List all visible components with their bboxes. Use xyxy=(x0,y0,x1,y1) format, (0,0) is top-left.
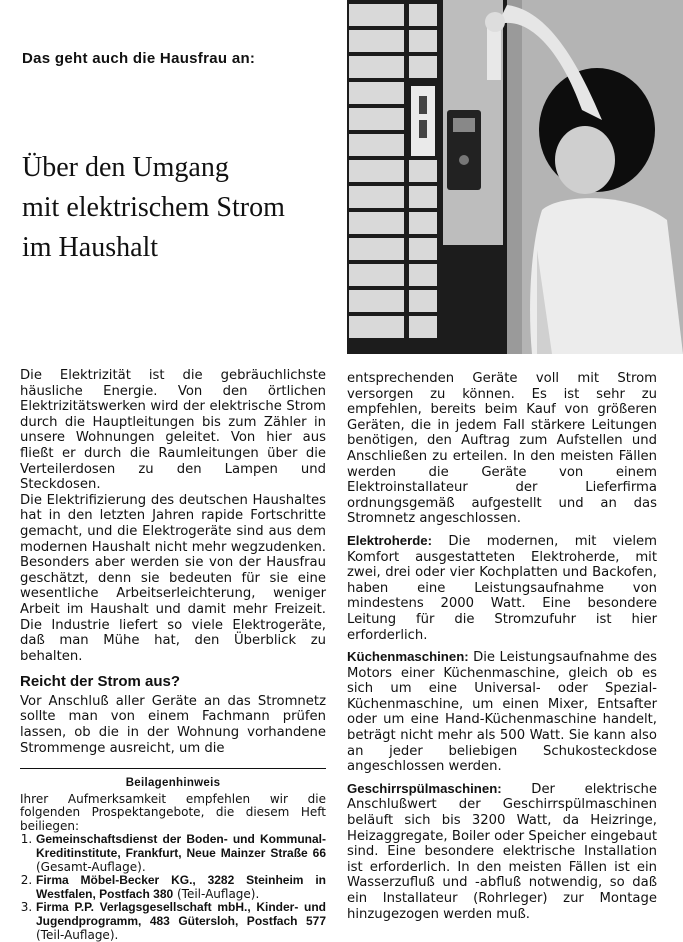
paragraph-continuation: entsprechenden Geräte voll mit Strom versorgen zu können. Es ist sehr zu empfehlen, bereits beim Kauf von größeren Geräten, die in jedem Fall stärkere Leitungen benötigen, den Auftrag zum Aufstellen und Anschließen zu erteilen. In den meisten Fällen werden die Geräte von einem Elektroinstallateur der Lieferfirma ordnungsgemäß aufgestellt und an das Stromnetz angeschlossen. xyxy=(347,371,657,527)
lead-electric-stoves: Elektroherde: xyxy=(347,532,433,548)
paragraph-electric-stoves xyxy=(347,533,657,643)
lead-kitchen-machines: Küchenmaschinen: xyxy=(347,649,469,665)
insert-notice-list xyxy=(20,833,326,942)
company-name: Gemeinschaftsdienst der Boden- und Kommunal-Kreditinstitute, Frankfurt, Neue Mainzer Straße 66 xyxy=(36,832,326,860)
photo-woman-at-fuse-box xyxy=(347,0,683,354)
insert-notice-title: Beilagenhinweis xyxy=(125,777,221,789)
paragraph-dishwashers xyxy=(347,781,657,922)
text-dishwashers: Der elektrische Anschlußwert der Geschirrspülmaschinen beläuft sich bis 3200 Watt, da Heizringe, Heizaggregate, Boiler oder Speicher eingebaut sind. Eine besondere elektrische Installation ist erforderlich. In den meisten Fällen ist ein Wasserzufluß und -abfluß notwendig, so daß ein Installateur (Rohrleger) zur Montage hinzugezogen werden muß. xyxy=(347,781,657,922)
column-right xyxy=(347,371,657,922)
company-name: Firma Möbel-Becker KG., 3282 Steinheim in Westfalen, Postfach 380 xyxy=(36,873,326,901)
insert-notice-box xyxy=(20,768,326,942)
section-heading: Reicht der Strom aus? xyxy=(20,673,181,691)
title-line-2: mit elektrischem Strom xyxy=(22,192,285,223)
edition-note: (Gesamt-Auflage). xyxy=(36,859,146,874)
text-electric-stoves: Die modernen, mit vielem Komfort ausgestatteten Elektroherde, mit zwei, drei oder vier Kochplatten und Backofen, haben eine Leistungsaufnahme von mindestens 2000 Watt. Eine besondere Leitung für die Stromzufuhr ist hier erforderlich. xyxy=(347,533,657,643)
company-name: Firma P.P. Verlagsgesellschaft mbH., Kinder- und Jugendprogramm, 483 Gütersloh, Postfach 577 xyxy=(36,900,326,928)
insert-notice-intro: Ihrer Aufmerksamkeit empfehlen wir die folgenden Prospektangebote, die diesem Heft beiliegen: xyxy=(20,791,326,833)
photo-illustration xyxy=(347,0,683,354)
text-kitchen-machines: Die Leistungsaufnahme des Motors einer Küchenmaschine, gleich ob es sich um eine Universal- oder Spezial-Küchenmaschine, um einen Mixer, Entsafter oder um eine Hand-Küchenmaschine handelt, beträgt nicht mehr als 500 Watt. Sie kann also an jeder beliebigen Schukosteckdose angeschlossen werden. xyxy=(347,650,657,775)
paragraph-power-check: Vor Anschluß aller Geräte an das Stromnetz sollte man von einem Fachmann prüfen lassen, ob die in der Wohnung vorhandene Strommenge ausreicht, um die xyxy=(20,693,326,756)
paragraph-electrification: Die Elektrifizierung des deutschen Haushaltes hat in den letzten Jahren rapide Fortschritte gemacht, und die Elektrogeräte sind aus dem modernen Haushalt nicht mehr wegzudenken. Besonders aber werden sie von der Hausfrau geschätzt, denn sie bedeuten für sie eine wesentliche Arbeitserleichterung, weniger Arbeit im Haushalt und damit mehr Freizeit. Die Industrie liefert so viele Elektrogeräte, daß man Mühe hat, den Überblick zu behalten. xyxy=(20,492,326,664)
list-item xyxy=(36,901,326,942)
article-title xyxy=(22,148,285,268)
paragraph-kitchen-machines xyxy=(347,649,657,775)
title-line-3: im Haushalt xyxy=(22,232,159,263)
edition-note: (Teil-Auflage). xyxy=(173,886,260,901)
title-line-1: Über den Umgang xyxy=(22,152,229,183)
list-item xyxy=(36,874,326,901)
article-kicker: Das geht auch die Hausfrau an: xyxy=(22,50,256,67)
lead-dishwashers: Geschirrspülmaschinen: xyxy=(347,780,502,796)
paragraph-intro: Die Elektrizität ist die gebräuchlichste häusliche Energie. Von den örtlichen Elektrizitätswerken wird der elektrische Strom durch die Hauptleitungen bis zum Zähler in unsere Wohnungen geleitet. Von hier aus fließt er durch die Raumleitungen über die Verteilerdosen zu den Lampen und Steckdosen. xyxy=(20,368,326,493)
column-left xyxy=(20,368,326,756)
list-item xyxy=(36,833,326,874)
edition-note: (Teil-Auflage). xyxy=(36,927,119,942)
